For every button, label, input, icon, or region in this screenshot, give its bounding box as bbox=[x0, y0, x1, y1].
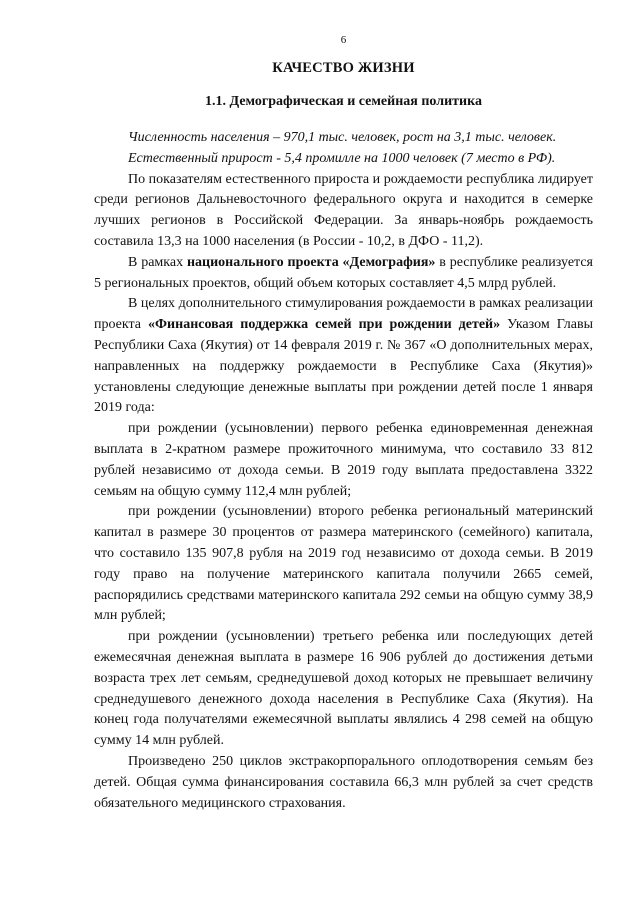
paragraph-financial-support-tail: Указом Главы Республики Саха (Якутия) от 14 февраля 2019 г. № 367 «О дополнительных мерах, направленных на поддержку рождаемости в Республике Саха (Якутия)» установлены следующие денежные выплаты при рождении детей после 1 января 2019 года: bbox=[94, 317, 593, 416]
paragraph-financial-support-lead: В целях дополнительного стимулирования рождаемости в рамках реализации проекта bbox=[94, 296, 593, 333]
paragraph-second-child: при рождении (усыновлении) второго ребенка региональный материнский капитал в размере 30 процентов от размера материнского (семейного) капитала, что составило 135 907,8 рубля на 2019 год независимо от дохода семьи. В 2019 году право на получение материнского капитала получили 2665 семей, распорядились средствами материнского капитала 292 семьи на общую сумму 38,9 млн рублей; bbox=[94, 504, 593, 624]
paragraph-ivf: Произведено 250 циклов экстракорпорального оплодотворения семьям без детей. Общая сумма финансирования составила 66,3 млн рублей за счет средств обязательного медицинского страхования. bbox=[94, 753, 593, 811]
highlight-natural-growth: Естественный прирост - 5,4 промилле на 1000 человек (7 место в РФ). bbox=[128, 150, 556, 166]
paragraph-national-project-tail: в республике реализуется 5 региональных проектов, общий объем которых составляет 4,5 млрд рублей. bbox=[94, 254, 594, 291]
subsection-title: 1.1. Демографическая и семейная политика bbox=[205, 94, 482, 109]
page-number: 6 bbox=[340, 34, 347, 46]
paragraph-third-child: при рождении (усыновлении) третьего ребенка или последующих детей ежемесячная денежная выплата в размере 16 906 рублей до достижения детьми возраста трех лет семьям, среднедушевой доход которых не превышает величину среднедушевого денежного дохода населения в Республике Саха (Якутия). На конец года получателями ежемесячной выплаты являлись 4 298 семей на общую сумму 14 млн рублей. bbox=[94, 629, 593, 749]
financial-support-project-name: «Финансовая поддержка семей при рождении детей» bbox=[148, 317, 501, 333]
highlight-population: Численность населения – 970,1 тыс. человек, рост на 3,1 тыс. человек. bbox=[128, 130, 557, 145]
paragraph-financial-support bbox=[94, 294, 593, 419]
paragraph-first-child: при рождении (усыновлении) первого ребенка единовременная денежная выплата в 2-кратном размере прожиточного минимума, что составило 33 812 рублей независимо от дохода семьи. В 2019 году выплата предоставлена 3322 семьям на общую сумму 112,4 млн рублей; bbox=[94, 421, 593, 499]
paragraph-birth-rate: По показателям естественного прироста и рождаемости республика лидирует среди регионов Дальневосточного федерального округа и находится в семерке лучших регионов в Российской Федерации. За январь-ноябрь рождаемость составила 13,3 на 1000 населения (в России - 10,2, в ДФО - 11,2). bbox=[94, 171, 593, 249]
paragraph-national-project-lead: В рамках bbox=[128, 254, 187, 270]
national-project-name: национального проекта «Демография» bbox=[186, 254, 436, 270]
paragraph-national-project bbox=[94, 253, 593, 295]
section-title: КАЧЕСТВО ЖИЗНИ bbox=[272, 60, 415, 76]
